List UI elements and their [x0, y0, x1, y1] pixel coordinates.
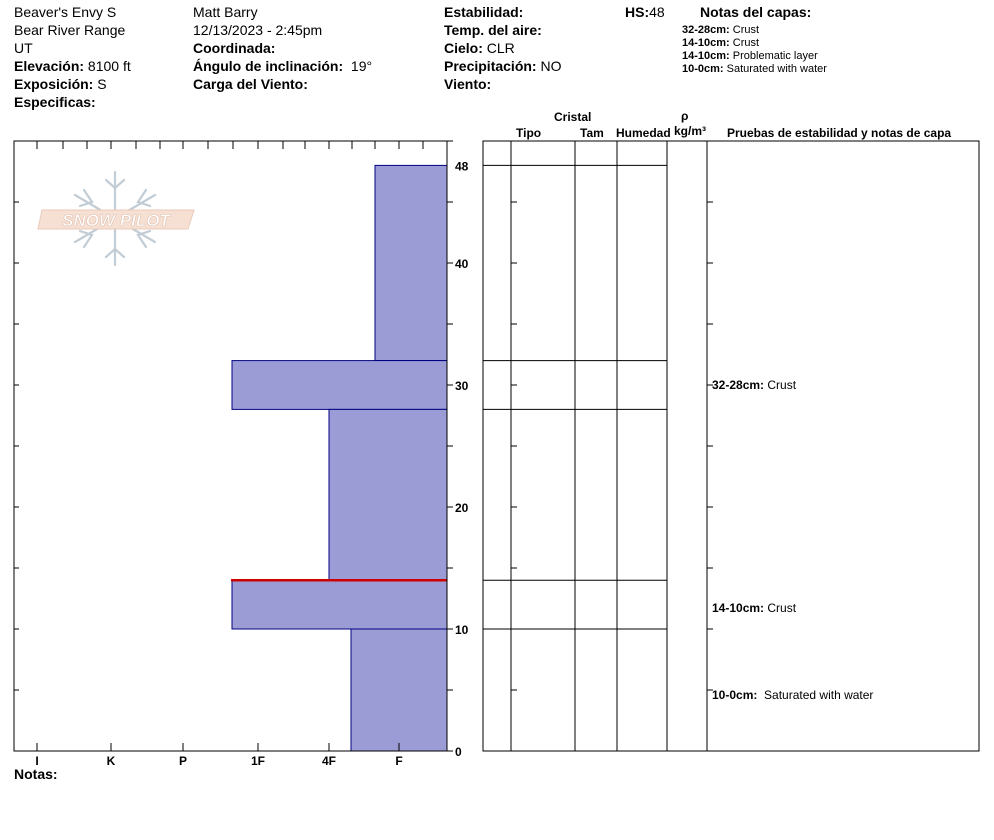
hardness-tick-label: P: [178, 754, 188, 768]
hardness-axis: [35, 743, 402, 768]
layer-notes-title: Notas del capas:: [700, 4, 812, 20]
profile-note-range: 14-10cm:: [712, 601, 765, 615]
aspect-label: Exposición:: [14, 76, 94, 92]
wind-label: Viento:: [444, 76, 492, 92]
slope-label: Ángulo de inclinación:: [193, 58, 344, 74]
precip-label: Precipitación:: [444, 58, 537, 74]
elevation-value: 8100 ft: [87, 58, 131, 74]
layer-note-text: Saturated with water: [726, 63, 827, 75]
state-name: UT: [14, 40, 33, 56]
layer-note-text: Crust: [732, 37, 760, 49]
sky-label: Cielo:: [444, 40, 483, 56]
hardness-tick-label: F: [395, 754, 403, 768]
layer-note-range: 14-10cm:: [682, 37, 730, 49]
profile-note-range: 32-28cm:: [712, 378, 765, 392]
slope-value: 19°: [350, 58, 373, 74]
observation-datetime: 12/13/2023 - 2:45pm: [193, 22, 323, 38]
snowpilot-logo-text: SNOW PILOT: [62, 211, 170, 230]
wind-load-label: Carga del Viento:: [193, 76, 308, 92]
hardness-layer-bar: [375, 165, 447, 360]
hs-label: HS:: [625, 4, 650, 20]
notes-label: Notas:: [14, 766, 58, 782]
hardness-layer-bar: [232, 361, 447, 410]
size-header: Tam: [580, 126, 604, 140]
hardness-tick-label: I: [35, 754, 39, 768]
density-unit: kg/m³: [674, 124, 707, 138]
depth-tick-label: 48: [455, 159, 469, 174]
elevation-label: Elevación:: [14, 58, 85, 74]
aspect-value: S: [97, 76, 107, 92]
tests-header: Pruebas de estabilidad y notas de capa: [727, 126, 952, 140]
hardness-layer-bar: [329, 409, 447, 580]
sky-value: CLR: [486, 40, 515, 56]
depth-tick-label: 40: [455, 257, 469, 271]
depth-tick-label: 20: [455, 501, 469, 515]
layer-note-text: Crust: [732, 24, 760, 36]
density-symbol: ρ: [681, 109, 689, 123]
range-name: Bear River Range: [14, 22, 126, 38]
depth-tick-label: 30: [455, 379, 469, 393]
hs-value: 48: [649, 4, 665, 20]
layer-note-range: 14-10cm:: [682, 50, 730, 62]
coordinate-label: Coordinada:: [193, 40, 276, 56]
profile-note-text: Crust: [767, 601, 797, 615]
profile-note-text: Crust: [767, 378, 797, 392]
layer-note-range: 32-28cm:: [682, 24, 730, 36]
hardness-tick-label: 4F: [321, 754, 337, 768]
hardness-layer-bar: [232, 580, 447, 629]
hardness-layers: [231, 165, 447, 751]
depth-tick-label: 0: [455, 745, 462, 759]
type-header: Tipo: [516, 126, 542, 140]
moisture-header: Humedad: [616, 126, 671, 140]
profile-note-text: Saturated with water: [764, 688, 874, 702]
air-temp-label: Temp. del aire:: [444, 22, 542, 38]
layer-table-grid: [483, 141, 979, 751]
layer-note-text: Problematic layer: [732, 50, 818, 62]
crystal-header: Cristal: [554, 110, 592, 124]
layer-table-border: [483, 141, 979, 751]
depth-tick-label: 10: [455, 623, 469, 637]
layer-note-range: 10-0cm:: [682, 63, 724, 75]
depth-axis: [447, 141, 469, 759]
precip-value: NO: [540, 58, 562, 74]
observer-name: Matt Barry: [193, 4, 258, 20]
hardness-tick-label: 1F: [250, 754, 266, 768]
location-name: Beaver's Envy S: [14, 4, 117, 20]
profile-note-range: 10-0cm:: [712, 688, 758, 702]
hardness-layer-bar: [351, 629, 447, 751]
specifics-label: Especificas:: [14, 94, 96, 110]
stability-label: Estabilidad:: [444, 4, 524, 20]
hardness-tick-label: K: [106, 754, 116, 768]
snowpilot-logo: [38, 172, 194, 265]
